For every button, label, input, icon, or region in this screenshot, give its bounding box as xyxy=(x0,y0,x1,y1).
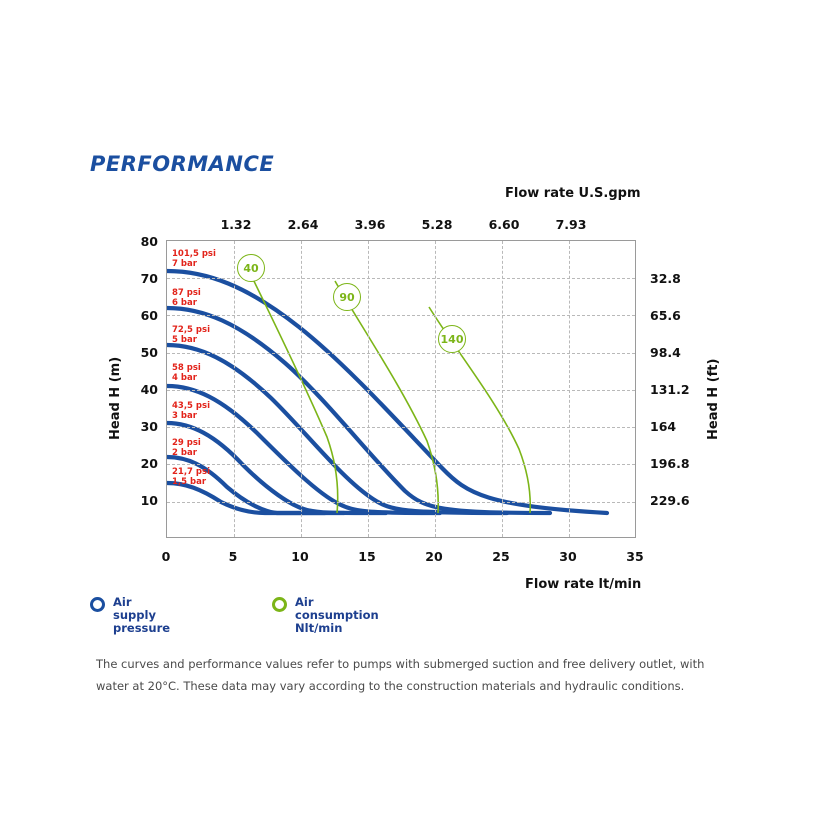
top-tick-label: 7.93 xyxy=(555,217,587,232)
pressure-annotation-3bar xyxy=(172,401,210,421)
pressure-annotation-2bar xyxy=(172,438,201,458)
curve-7bar xyxy=(167,271,607,513)
top-tick-label: 6.60 xyxy=(488,217,520,232)
air-consumption-bubble-40: 40 xyxy=(237,254,265,282)
gridline-horizontal xyxy=(167,427,635,428)
legend-label xyxy=(113,596,170,635)
page-title: PERFORMANCE xyxy=(90,152,275,176)
bottom-axis-title: Flow rate lt/min xyxy=(525,577,642,592)
legend-label-line1: Air supply xyxy=(113,595,156,622)
right-tick-label: 98.4 xyxy=(650,345,681,360)
right-tick-label: 131.2 xyxy=(650,382,690,397)
pressure-bar: 1,5 bar xyxy=(172,477,207,487)
pressure-annotation-1_5bar xyxy=(172,467,210,487)
left-axis-title: Head H (m) xyxy=(108,356,123,440)
pressure-bar: 4 bar xyxy=(172,373,197,383)
bottom-tick-label: 10 xyxy=(291,549,309,564)
bottom-tick-label: 0 xyxy=(161,549,171,564)
chart-plot-area xyxy=(166,240,636,538)
pressure-annotation-5bar xyxy=(172,325,210,345)
pressure-annotation-4bar xyxy=(172,363,201,383)
right-tick-label: 32.8 xyxy=(650,271,681,286)
top-tick-label: 3.96 xyxy=(354,217,386,232)
gridline-horizontal xyxy=(167,278,635,279)
footnote-text: The curves and performance values refer to pumps with submerged suction and free delivery outlet, with water at 20°C. These data may vary according to the construction materials and hydraulic conditions. xyxy=(96,657,705,693)
gridline-horizontal xyxy=(167,353,635,354)
gridline-vertical xyxy=(502,241,503,537)
legend-item-air-consumption xyxy=(272,596,379,635)
left-tick-label: 60 xyxy=(140,308,158,323)
left-tick-label: 80 xyxy=(140,234,158,249)
left-tick-label: 70 xyxy=(140,271,158,286)
legend-label-line2: Nlt/min xyxy=(295,621,343,635)
pressure-annotation-6bar xyxy=(172,288,201,308)
legend-label-line2: pressure xyxy=(113,621,171,635)
left-tick-label: 20 xyxy=(140,456,158,471)
top-tick-label: 1.32 xyxy=(220,217,252,232)
pressure-psi: 29 psi xyxy=(172,438,201,448)
pressure-psi: 87 psi xyxy=(172,288,201,298)
bottom-tick-label: 30 xyxy=(559,549,577,564)
gridline-horizontal xyxy=(167,315,635,316)
top-tick-label: 5.28 xyxy=(421,217,453,232)
gridline-vertical xyxy=(435,241,436,537)
left-tick-label: 40 xyxy=(140,382,158,397)
gridline-vertical xyxy=(301,241,302,537)
pressure-bar: 7 bar xyxy=(172,259,197,269)
bottom-tick-label: 35 xyxy=(626,549,644,564)
pressure-bar: 3 bar xyxy=(172,411,197,421)
right-tick-label: 164 xyxy=(650,419,677,434)
gridline-vertical xyxy=(368,241,369,537)
pressure-psi: 43,5 psi xyxy=(172,401,210,411)
right-tick-label: 196.8 xyxy=(650,456,690,471)
pressure-psi: 101,5 psi xyxy=(172,249,216,259)
left-tick-label: 30 xyxy=(140,419,158,434)
gridline-vertical xyxy=(234,241,235,537)
right-tick-label: 65.6 xyxy=(650,308,681,323)
left-tick-label: 10 xyxy=(140,493,158,508)
air-consumption-bubble-90: 90 xyxy=(333,283,361,311)
left-tick-label: 50 xyxy=(140,345,158,360)
pressure-bar: 2 bar xyxy=(172,448,197,458)
pressure-bar: 5 bar xyxy=(172,335,197,345)
pressure-psi: 58 psi xyxy=(172,363,201,373)
gridline-horizontal xyxy=(167,390,635,391)
right-axis-title: Head H (ft) xyxy=(706,358,721,440)
air-consumption-bubble-140: 140 xyxy=(438,325,466,353)
pressure-annotation-7bar xyxy=(172,249,216,269)
top-tick-label: 2.64 xyxy=(287,217,319,232)
bottom-tick-label: 15 xyxy=(358,549,376,564)
bottom-tick-label: 25 xyxy=(492,549,510,564)
pressure-psi: 21,7 psi xyxy=(172,467,210,477)
legend-label-line1: Air consumption xyxy=(295,595,379,622)
legend-item-air-supply-pressure xyxy=(90,596,170,635)
circle-marker-icon xyxy=(272,597,287,612)
bottom-tick-label: 5 xyxy=(228,549,238,564)
circle-marker-icon xyxy=(90,597,105,612)
gridline-horizontal xyxy=(167,502,635,503)
right-tick-label: 229.6 xyxy=(650,493,690,508)
gridline-vertical xyxy=(569,241,570,537)
bottom-tick-label: 20 xyxy=(425,549,443,564)
pressure-bar: 6 bar xyxy=(172,298,197,308)
top-axis-title: Flow rate U.S.gpm xyxy=(505,186,641,201)
legend-label xyxy=(295,596,379,635)
gridline-horizontal xyxy=(167,464,635,465)
pressure-psi: 72,5 psi xyxy=(172,325,210,335)
